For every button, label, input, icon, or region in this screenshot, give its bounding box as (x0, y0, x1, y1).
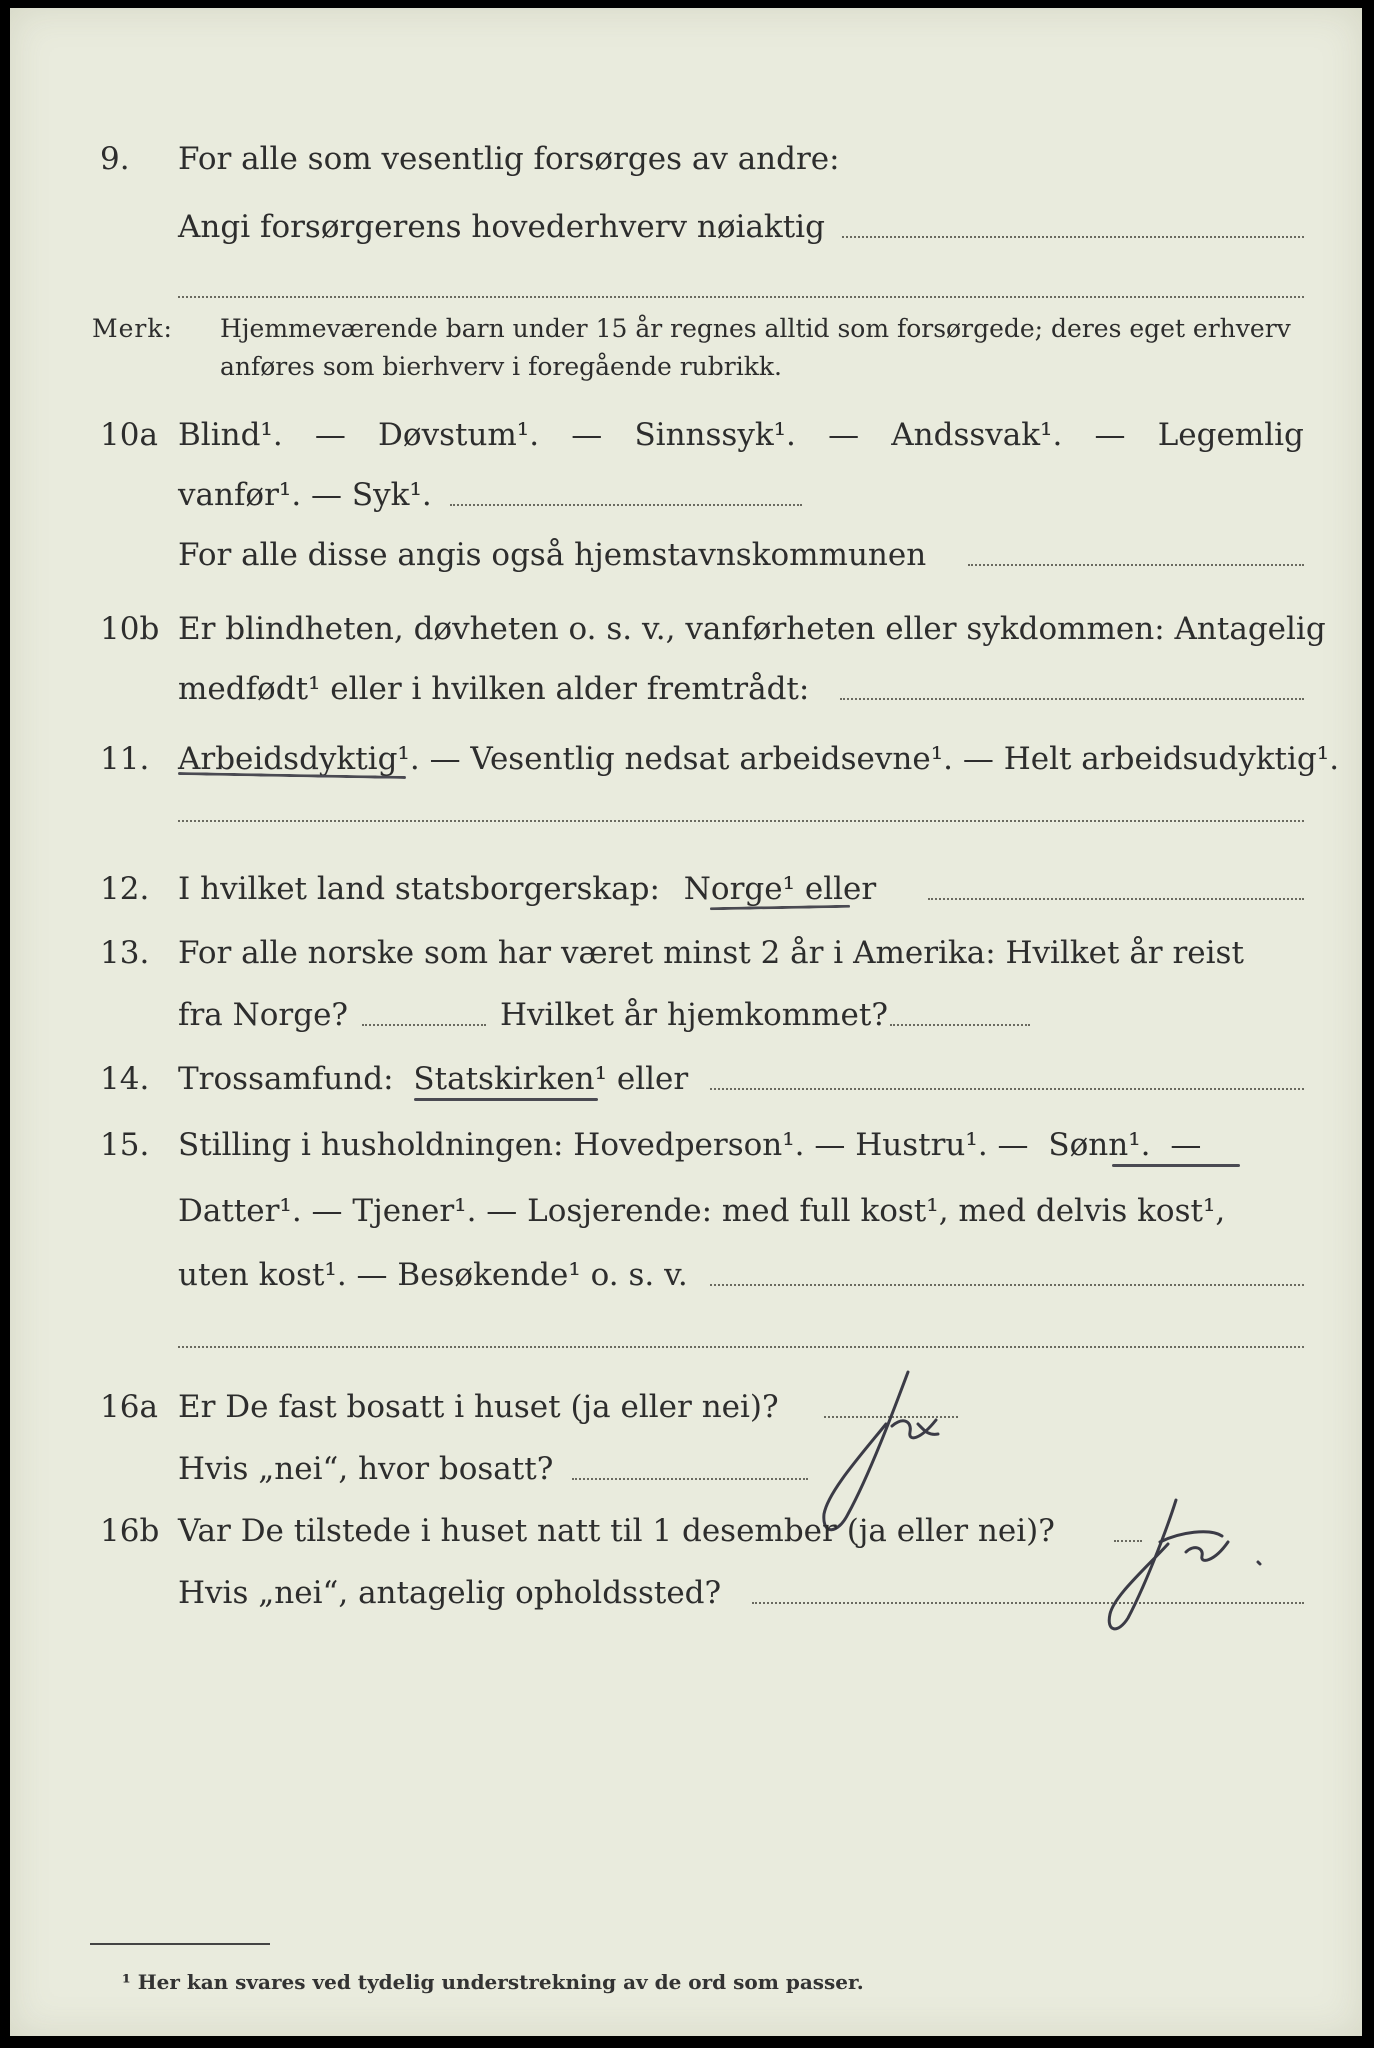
question-10b (10, 606, 1362, 652)
question-16a-line2 (10, 1446, 1362, 1492)
option-dash: — (1094, 417, 1126, 453)
question-13-text: For alle norske som har været minst 2 år i Amerika: Hvilket år reist (178, 935, 1244, 971)
merk-text-line2: anføres som bierhverv i foregående rubrikk. (220, 352, 782, 381)
question-10a-number: 10a (100, 417, 158, 453)
merk-text-line1: Hjemmeværende barn under 15 år regnes alltid som forsørgede; deres eget erhverv (220, 314, 1291, 343)
question-15-prompt: Stilling i husholdningen: Hovedperson¹. — Hustru¹. — (178, 1127, 1029, 1163)
question-10a-line2 (10, 472, 1362, 518)
option-legemlig[interactable]: Legemlig (1157, 417, 1304, 453)
question-11-rest: . — Vesentlig nedsat arbeidsevne¹. — Helt arbeidsudyktig¹. (409, 741, 1340, 777)
question-15-text (178, 1122, 1304, 1168)
question-15-line2 (10, 1188, 1362, 1234)
answer-line-14[interactable] (710, 1088, 1304, 1090)
question-15-dash: — (1170, 1127, 1202, 1163)
answer-line-16a-bosatt[interactable] (572, 1478, 808, 1480)
option-dash: — (828, 417, 860, 453)
question-9-number: 9. (100, 141, 130, 177)
footnote-rule (90, 1943, 270, 1945)
question-10a-vanfor: vanfør¹. — Syk¹. (178, 477, 432, 513)
question-13-reist: fra Norge? (178, 997, 349, 1033)
question-10a (10, 412, 1362, 458)
merk-label: Merk: (92, 314, 173, 343)
option-sonn[interactable]: Sønn¹. (1048, 1127, 1151, 1163)
question-9-text: For alle som vesentlig forsørges av andre: (178, 141, 840, 177)
answer-line-11[interactable] (178, 820, 1304, 822)
answer-line-9a[interactable] (842, 236, 1304, 238)
question-10b-line2 (10, 666, 1362, 712)
question-13-hjemkommet: Hvilket år hjemkommet? (500, 997, 888, 1033)
question-13 (10, 930, 1362, 976)
option-dovstum[interactable]: Døvstum¹. (378, 417, 540, 453)
answer-line-10a-syk[interactable] (450, 504, 802, 506)
question-15-uten-kost: uten kost¹. — Besøkende¹ o. s. v. (178, 1257, 688, 1293)
option-sinnssyk[interactable]: Sinnssyk¹. (634, 417, 796, 453)
question-15-number: 15. (100, 1127, 150, 1163)
question-12 (10, 866, 1362, 912)
answer-line-15a[interactable] (710, 1284, 1304, 1286)
question-16b-number: 16b (100, 1513, 160, 1549)
question-11-number: 11. (100, 741, 150, 777)
question-16b-prompt: Hvis „nei“, antagelig opholdssted? (178, 1575, 722, 1611)
question-10b-number: 10b (100, 611, 160, 647)
option-dash: — (571, 417, 603, 453)
question-16a (10, 1384, 1362, 1430)
question-13-number: 13. (100, 935, 150, 971)
question-9-prompt: Angi forsørgerens hovederhverv nøiaktig (178, 209, 825, 245)
handwritten-answer-16b (1090, 1492, 1290, 1642)
question-14-prompt: Trossamfund: (178, 1061, 394, 1097)
answer-line-13-reist[interactable] (362, 1024, 486, 1026)
option-dash: — (314, 417, 346, 453)
answer-line-10b[interactable] (840, 698, 1304, 700)
answer-line-13-hjemkommet[interactable] (890, 1024, 1030, 1026)
question-10b-prompt: medfødt¹ eller i hvilken alder fremtrådt: (178, 671, 810, 707)
census-form-page (10, 8, 1362, 2036)
question-16b-text: Var De tilstede i huset natt til 1 desember (ja eller nei)? (178, 1513, 1055, 1549)
handwritten-underline-sonn (1112, 1164, 1240, 1167)
question-12-text (178, 866, 1304, 912)
question-10a-hjemstavn: For alle disse angis også hjemstavnskommunen (178, 537, 927, 573)
question-10a-options (178, 412, 1304, 458)
question-15-line3 (10, 1252, 1362, 1298)
question-10b-text: Er blindheten, døvheten o. s. v., vanførheten eller sykdommen: Antagelig (178, 611, 1326, 647)
question-9 (10, 136, 1362, 182)
answer-line-12[interactable] (928, 898, 1304, 900)
question-10a-line3 (10, 532, 1362, 578)
question-12-prompt: I hvilket land statsborgerskap: (178, 871, 660, 907)
answer-line-15b[interactable] (178, 1346, 1304, 1348)
answer-line-10a-kommune[interactable] (968, 564, 1304, 566)
footnote: ¹ Her kan svares ved tydelig understrekning av de ord som passer. (122, 1970, 864, 1994)
question-14-text (178, 1056, 1304, 1102)
question-13-line2 (10, 992, 1362, 1038)
question-14-number: 14. (100, 1061, 150, 1097)
option-arbeidsdyktig[interactable]: Arbeidsdyktig¹ (178, 741, 410, 777)
question-15 (10, 1122, 1362, 1168)
question-16a-prompt: Hvis „nei“, hvor bosatt? (178, 1451, 554, 1487)
option-blind[interactable]: Blind¹. (178, 417, 283, 453)
question-16a-text: Er De fast bosatt i huset (ja eller nei)? (178, 1389, 779, 1425)
answer-line-9b[interactable] (178, 296, 1304, 298)
option-andssvak[interactable]: Andssvak¹. (891, 417, 1063, 453)
question-9-line2 (10, 204, 1362, 250)
question-14 (10, 1056, 1362, 1102)
question-14-eller: ¹ eller (594, 1061, 689, 1097)
merk-note-line2 (10, 344, 1362, 390)
question-15-datter: Datter¹. — Tjener¹. — Losjerende: med full kost¹, med delvis kost¹, (178, 1193, 1226, 1229)
question-12-number: 12. (100, 871, 150, 907)
question-16a-number: 16a (100, 1389, 158, 1425)
option-norge[interactable]: Norge¹ eller (683, 871, 877, 907)
handwritten-underline-statskirken (414, 1098, 598, 1101)
option-statskirken[interactable]: Statskirken (413, 1061, 595, 1097)
